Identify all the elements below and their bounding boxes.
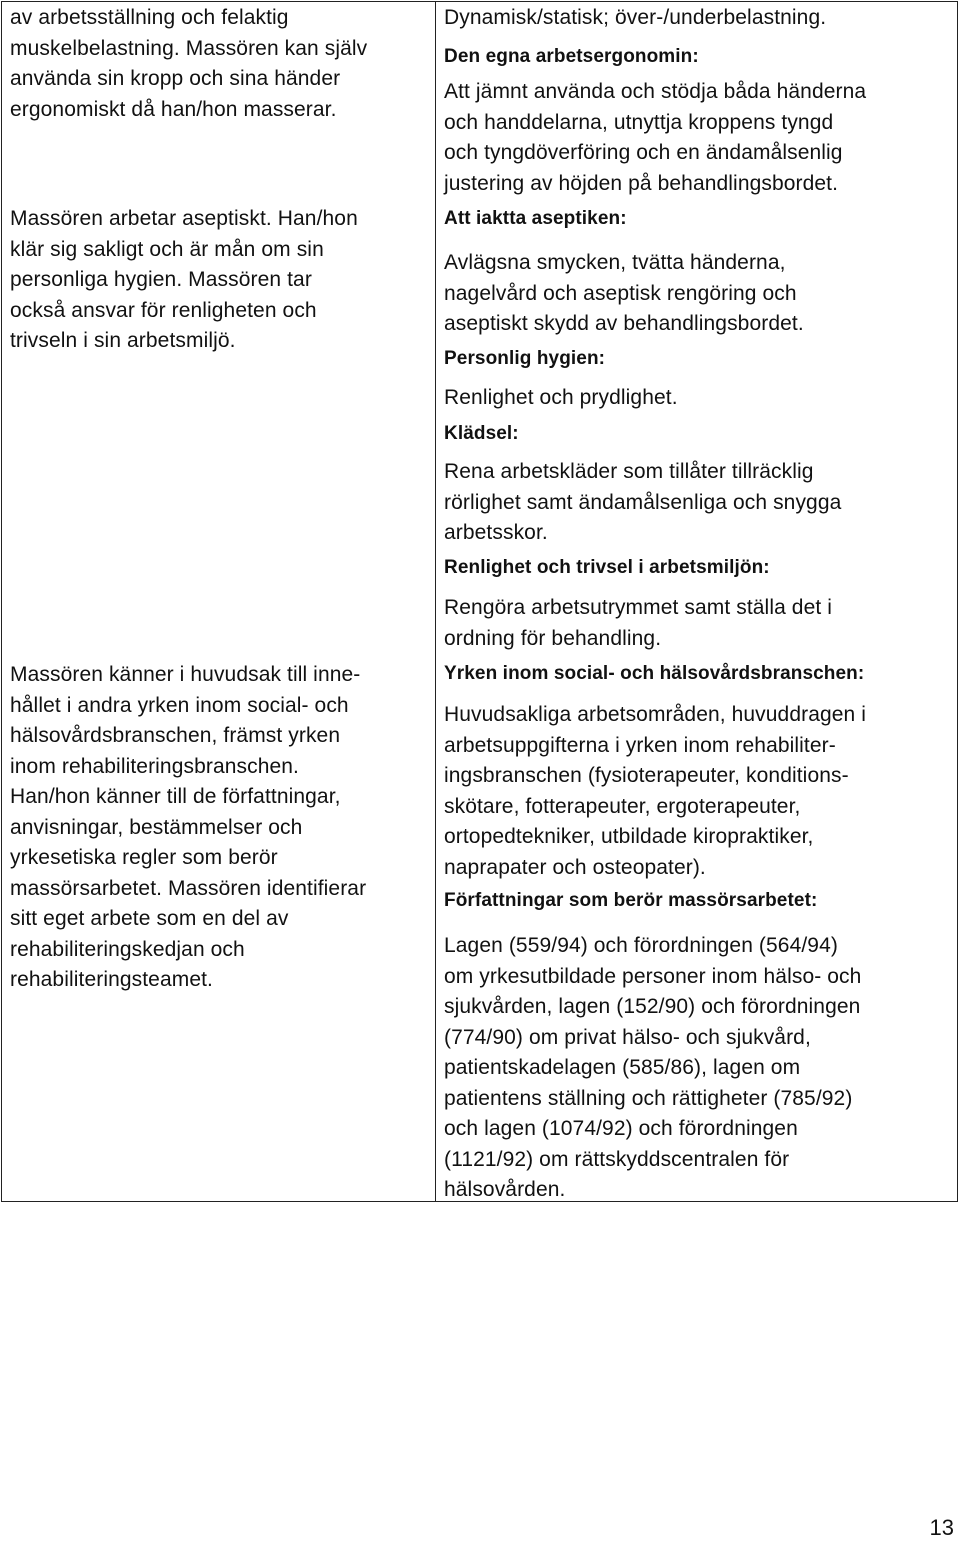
text-workplace: Rengöra arbetsutrymmet samt ställa det i ordning för behandling. bbox=[444, 596, 832, 650]
left-paragraph-aseptic: Massören arbetar aseptiskt. Han/hon klär sig sakligt och är mån om sin personliga hygien. Massören tar också ansvar för renligheten och trivseln i sin arbetsmiljö. bbox=[10, 207, 358, 352]
heading-ergonomics: Den egna arbetsergonomin: bbox=[444, 46, 699, 67]
heading-hygiene: Personlig hygien: bbox=[444, 348, 606, 369]
heading-regulations: Författningar som berör massörsarbetet: bbox=[444, 890, 818, 911]
text-aseptics: Avlägsna smycken, tvätta händerna, nagelvård och aseptisk rengöring och aseptiskt skydd av behandlingsbordet. bbox=[444, 251, 804, 335]
text-regulations: Lagen (559/94) och förordningen (564/94) om yrkesutbildade personer inom hälso- och sjukvården, lagen (152/90) och förordningen (774/90) om privat hälso- och sjukvård, patientskadelagen (585/86), lagen om patientens ställning och rättigheter (785/92) och lagen (1074/92) och förordningen (1121/92) om rättskyddscentralen för hälsovården. bbox=[444, 934, 862, 1201]
left-paragraph-ergonomics: av arbetsställning och felaktig muskelbelastning. Massören kan själv använda sin kropp och sina händer ergonomiskt då han/hon masserar. bbox=[10, 6, 368, 121]
left-paragraph-professions: Massören känner i huvudsak till inne- hållet i andra yrken inom social- och hälsovårdsbranschen, främst yrken inom rehabiliteringsbranschen. Han/hon känner till de författningar, anvisningar, bestämmelser och yrkesetiska regler som berör massörsarbetet. Massören identifierar sitt eget arbete som en del av rehabiliteringskedjan och rehabiliteringsteamet. bbox=[10, 663, 367, 991]
heading-aseptics: Att iaktta aseptiken: bbox=[444, 208, 627, 229]
text-professions: Huvudsakliga arbetsområden, huvuddragen i arbetsuppgifterna i yrken inom rehabiliter- ingsbranschen (fysioterapeuter, konditions- skötare, fotterapeuter, ergoterapeuter, ortopedtekniker, utbildade kiropraktiker, naprapater och osteopater). bbox=[444, 703, 867, 879]
heading-workplace: Renlighet och trivsel i arbetsmiljön: bbox=[444, 557, 770, 578]
content-table bbox=[1, 1, 958, 1202]
heading-professions: Yrken inom social- och hälsovårdsbranschen: bbox=[444, 663, 865, 684]
text-hygiene: Renlighet och prydlighet. bbox=[444, 386, 678, 409]
text-clothing: Rena arbetskläder som tillåter tillräcklig rörlighet samt ändamålsenliga och snygga arbetsskor. bbox=[444, 460, 842, 544]
column-divider bbox=[435, 2, 436, 1201]
heading-clothing: Klädsel: bbox=[444, 423, 519, 444]
page-number: 13 bbox=[929, 1515, 954, 1540]
right-intro: Dynamisk/statisk; över-/underbelastning. bbox=[444, 6, 827, 29]
text-ergonomics: Att jämnt använda och stödja båda händerna och handdelarna, utnyttja kroppens tyngd och tyngdöverföring och en ändamålsenlig justering av höjden på behandlingsbordet. bbox=[444, 80, 867, 195]
